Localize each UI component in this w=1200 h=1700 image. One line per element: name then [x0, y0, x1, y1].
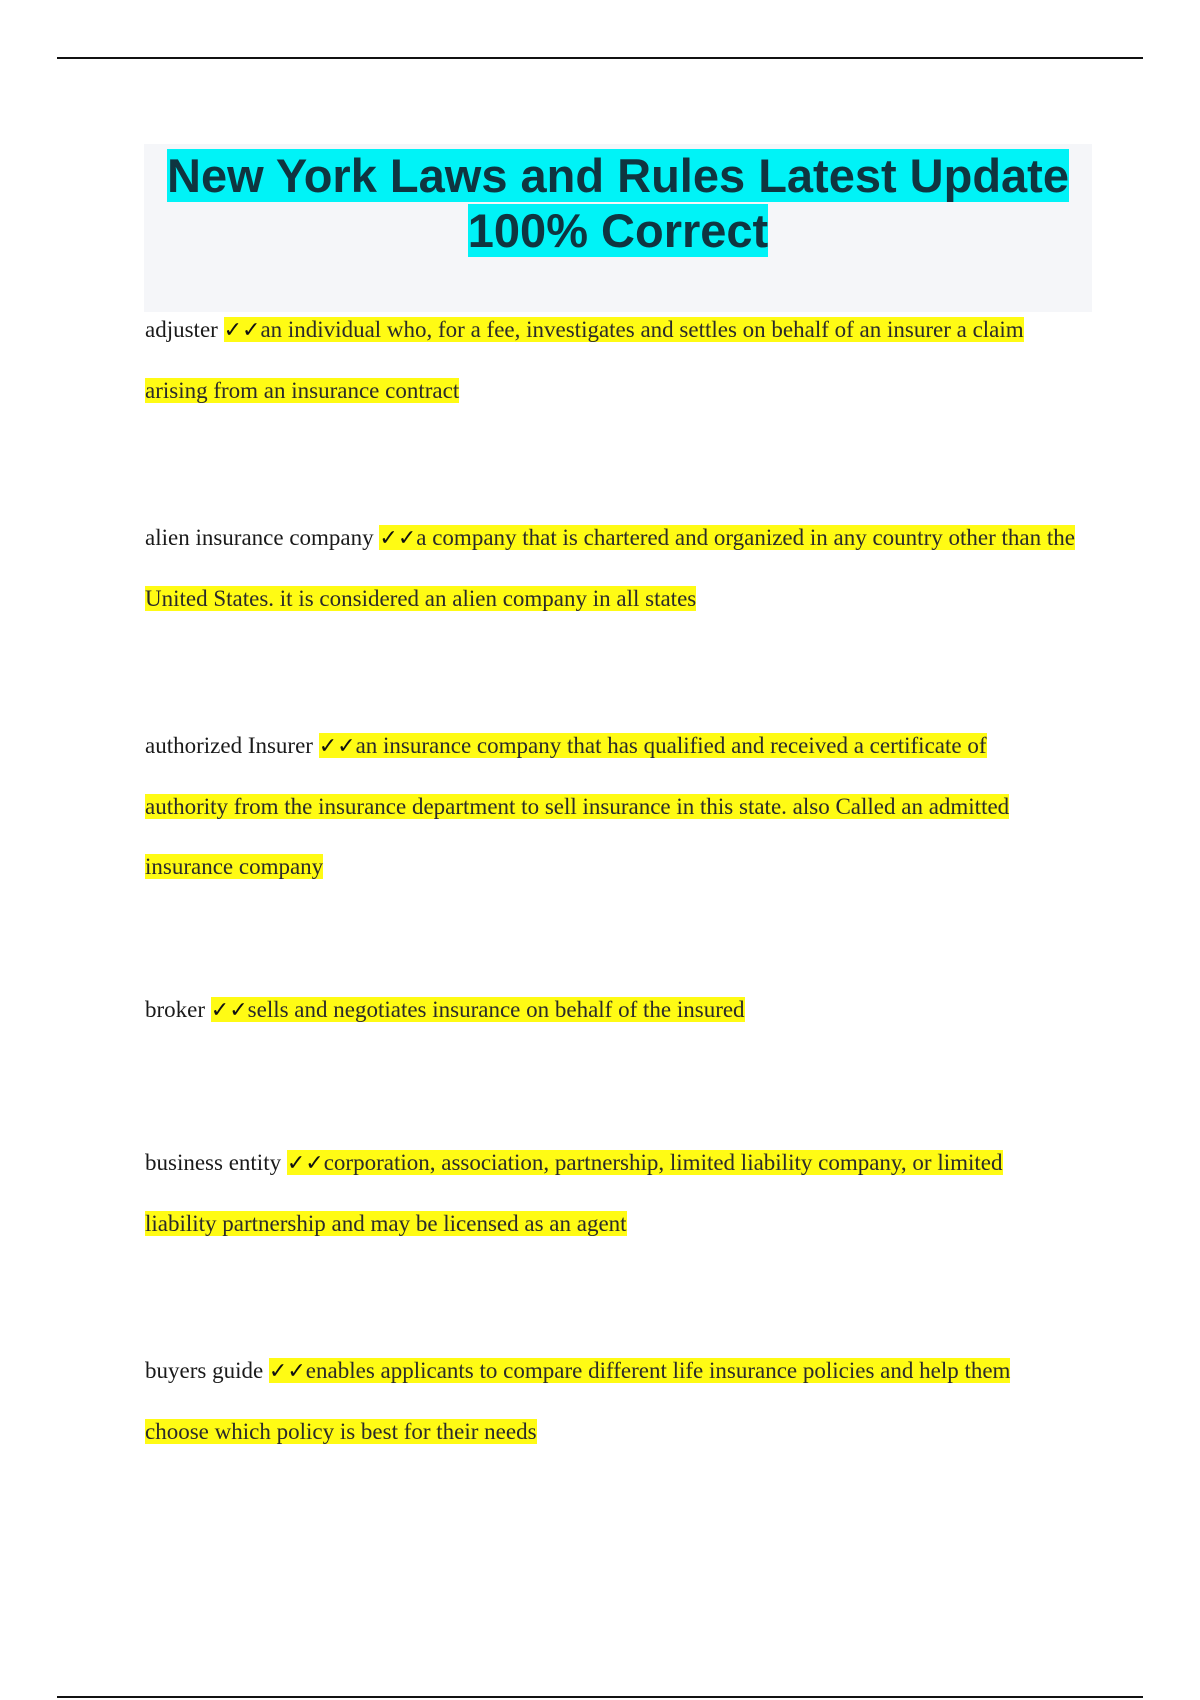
check-icon: ✓✓ [379, 526, 417, 551]
definition-entry [145, 716, 1045, 897]
definition-entry [145, 508, 1090, 629]
entry-definition: enables applicants to compare different life insurance policies and help them choose which policy is best for their needs [145, 1358, 1011, 1444]
entry-definition: a company that is chartered and organized in any country other than the United States. it is considered an alien company in all states [145, 525, 1075, 611]
entry-definition: an insurance company that has qualified and received a certificate of authority from the insurance department to sell insurance in this state. also Called an admitted insurance company [145, 733, 1010, 879]
entry-definition: sells and negotiates insurance on behalf of the insured [247, 997, 745, 1022]
definition-entry [145, 1133, 1055, 1254]
check-icon: ✓✓ [268, 1359, 306, 1384]
page-title [144, 144, 1092, 258]
top-rule [57, 57, 1143, 59]
entry-term: authorized Insurer [145, 733, 313, 758]
entry-term: broker [145, 997, 206, 1022]
page-title-text: New York Laws and Rules Latest Update 100% Correct [167, 149, 1069, 257]
entry-term: alien insurance company [145, 525, 374, 550]
definition-entry [145, 1341, 1065, 1462]
entry-definition: corporation, association, partnership, limited liability company, or limited liability partnership and may be licensed as an agent [145, 1150, 1003, 1236]
check-icon: ✓✓ [286, 1151, 324, 1176]
check-icon: ✓✓ [223, 318, 261, 343]
definition-entry [145, 300, 1090, 421]
entry-term: business entity [145, 1150, 282, 1175]
entry-definition-highlight [145, 317, 1024, 403]
bottom-rule [57, 1696, 1143, 1698]
title-block [144, 144, 1092, 312]
entry-definition: an individual who, for a fee, investigates and settles on behalf of an insurer a claim arising from an insurance contract [145, 317, 1024, 403]
check-icon: ✓✓ [318, 734, 356, 759]
entry-term: buyers guide [145, 1358, 264, 1383]
definition-entry [145, 980, 1090, 1041]
check-icon: ✓✓ [210, 998, 248, 1023]
entry-definition-highlight [145, 1358, 1010, 1444]
entry-term: adjuster [145, 317, 218, 342]
entry-definition-highlight [211, 997, 745, 1022]
